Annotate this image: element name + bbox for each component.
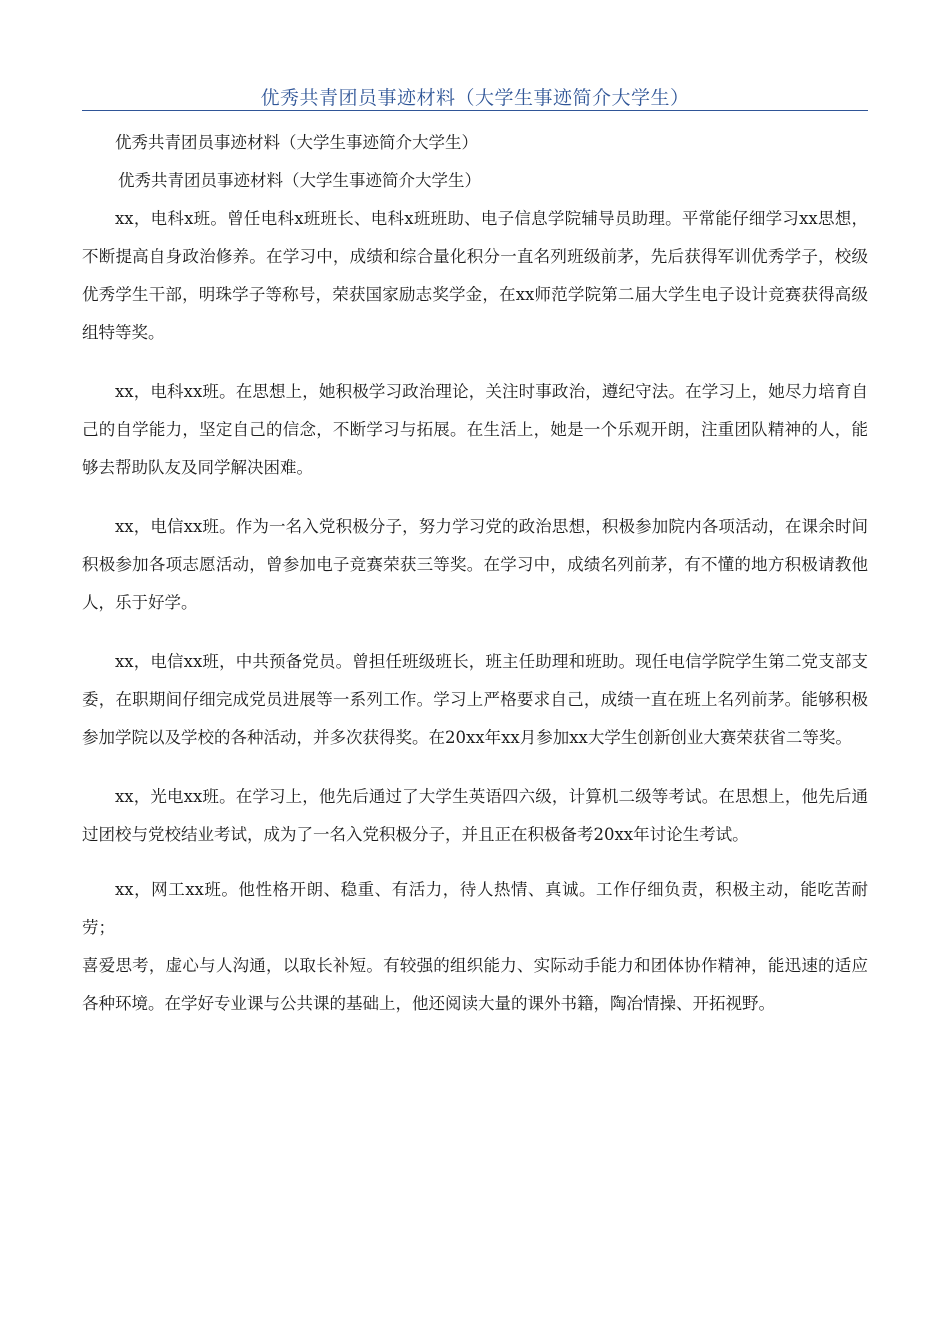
paragraph-5: xx，光电xx班。在学习上，他先后通过了大学生英语四六级，计算机二级等考试。在思想上，他先后通过团校与党校结业考试，成为了一名入党积极分子，并且正在积极备考20xx年讨论生考试。: [82, 787, 868, 844]
document-body: [82, 124, 868, 1023]
subtitle-line-2: 优秀共青团员事迹材料（大学生事迹简介大学生）: [118, 171, 481, 190]
paragraph-1: xx，电科x班。曾任电科x班班长、电科x班班助、电子信息学院辅导员助理。平常能仔细学习xx思想，不断提高自身政治修养。在学习中，成绩和综合量化积分一直名列班级前茅，先后获得军训优秀学子，校级优秀学生干部，明珠学子等称号，荣获国家励志奖学金，在xx师范学院第二届大学生电子设计竞赛获得高级组特等奖。: [82, 209, 868, 342]
paragraph-6-continuation: 喜爱思考，虚心与人沟通，以取长补短。有较强的组织能力、实际动手能力和团体协作精神，能迅速的适应各种环境。在学好专业课与公共课的基础上，他还阅读大量的课外书籍，陶冶情操、开拓视野。: [82, 956, 868, 1013]
page-header: [82, 80, 868, 111]
paragraph-4: xx，电信xx班，中共预备党员。曾担任班级班长，班主任助理和班助。现任电信学院学生第二党支部支委，在职期间仔细完成党员进展等一系列工作。学习上严格要求自己，成绩一直在班上名列前茅。能够积极参加学院以及学校的各种活动，并多次获得奖。在20xx年xx月参加xx大学生创新创业大赛荣获省二等奖。: [82, 652, 868, 747]
paragraph-3: xx，电信xx班。作为一名入党积极分子，努力学习党的政治思想，积极参加院内各项活动，在课余时间积极参加各项志愿活动，曾参加电子竞赛荣获三等奖。在学习中，成绩名列前茅，有不懂的地方积极请教他人，乐于好学。: [82, 517, 868, 612]
header-title: 优秀共青团员事迹材料（大学生事迹简介大学生）: [260, 87, 690, 109]
subtitle-line-1: 优秀共青团员事迹材料（大学生事迹简介大学生）: [115, 133, 478, 152]
paragraph-6: xx，网工xx班。他性格开朗、稳重、有活力，待人热情、真诚。工作仔细负责，积极主动，能吃苦耐劳；: [82, 880, 868, 937]
paragraph-2: xx，电科xx班。在思想上，她积极学习政治理论，关注时事政治，遵纪守法。在学习上，她尽力培育自己的自学能力，坚定自己的信念，不断学习与拓展。在生活上，她是一个乐观开朗，注重团队精神的人，能够去帮助队友及同学解决困难。: [82, 382, 868, 477]
